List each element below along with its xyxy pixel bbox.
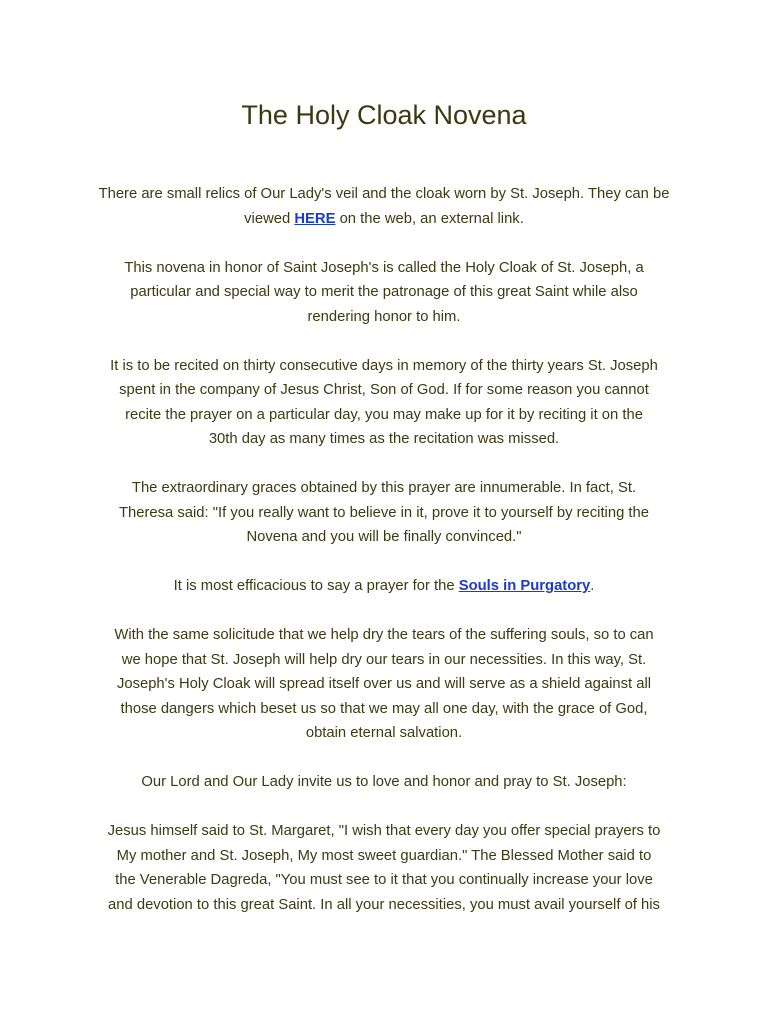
paragraph-graces [84,476,684,550]
paragraph-souls [84,574,684,599]
text-line: and devotion to this great Saint. In all your necessities, you must avail yourself of his [108,896,660,913]
paragraph-solicitude [84,623,684,746]
text-line: Theresa said: "If you really want to believe in it, prove it to yourself by reciting the [119,504,649,521]
text-fragment: It is most efficacious to say a prayer for the [173,578,459,594]
text-line: recite the prayer on a particular day, you may make up for it by reciting it on the [125,406,643,423]
text-fragment: viewed [244,210,295,227]
here-link[interactable]: HERE [294,210,336,227]
text-line [84,574,684,599]
page-title: The Holy Cloak Novena [241,100,527,130]
text-line: 30th day as many times as the recitation was missed. [208,431,560,447]
text-line: It is to be recited on thirty consecutive days in memory of the thirty years St. Joseph [110,357,658,374]
paragraph-novena-intro [84,256,684,330]
text-line: rendering honor to him. [307,308,461,325]
text-line: obtain eternal salvation. [305,725,463,741]
text-line: With the same solicitude that we help dry the tears of the suffering souls, so to can [114,627,654,643]
text-line: The extraordinary graces obtained by this prayer are innumerable. In fact, St. [131,480,637,496]
paragraph-relics [84,182,684,231]
paragraph-thirty-days [84,354,684,452]
text-line [84,207,684,232]
text-line: the Venerable Dagreda, "You must see to it that you continually increase your love [115,872,653,888]
text-line: Our Lord and Our Lady invite us to love and honor and pray to St. Joseph: [141,774,627,790]
text-line: spent in the company of Jesus Christ, Son of God. If for some reason you cannot [119,382,649,398]
text-line: This novena in honor of Saint Joseph's is called the Holy Cloak of St. Joseph, a [124,259,644,276]
text-line: Jesus himself said to St. Margaret, "I wish that every day you offer special prayers to [107,823,661,839]
paragraph-invitation [84,770,684,795]
document-body [84,182,684,942]
text-line: My mother and St. Joseph, My most sweet guardian." The Blessed Mother said to [116,847,652,864]
text-line: Joseph's Holy Cloak will spread itself over us and will serve as a shield against all [116,676,652,692]
text-fragment: . [590,578,595,594]
paragraph-jesus-said [84,819,684,917]
souls-in-purgatory-link[interactable]: Souls in Purgatory [458,578,591,594]
text-line: we hope that St. Joseph will help dry our tears in our necessities. In this way, St. [121,651,647,668]
text-line: Novena and you will be finally convinced." [246,529,522,545]
text-line: There are small relics of Our Lady's veil and the cloak worn by St. Joseph. They can be [98,186,670,202]
text-line: those dangers which beset us so that we may all one day, with the grace of God, [120,700,648,717]
text-fragment: on the web, an external link. [335,210,524,227]
text-line: particular and special way to merit the patronage of this great Saint while also [130,284,638,300]
